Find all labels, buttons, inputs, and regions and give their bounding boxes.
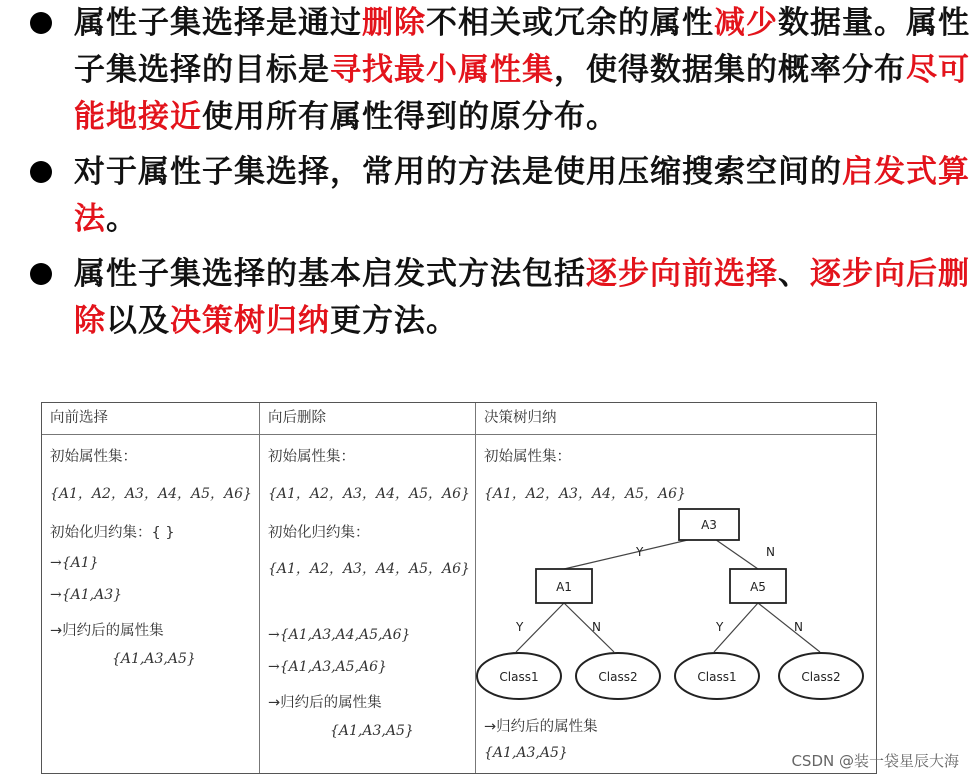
decision-tree-diagram [476,503,876,713]
bullet-2 [26,149,971,243]
backward-reduce-label: 初始化归约集： [268,525,370,541]
tree-init-set: {A1，A2，A3，A4，A5，A6} [484,486,686,502]
csdn-watermark: CSDN @装一袋星辰大海 [791,752,959,770]
backward-step-1: →{A1,A3,A4,A5,A6} [268,627,411,643]
bullet-1-seg-4: 数据量。属性子集选择的目标是 [74,5,970,88]
bullet-1-seg-6: ，使得数据集的概率分布 [554,52,906,88]
leaf-node-3-label: Class1 [697,670,737,684]
forward-result-set: {A1,A3,A5} [112,651,196,667]
backward-step-2: →{A1,A3,A5,A6} [268,659,387,675]
bullet-2-seg-2: 。 [106,201,138,237]
forward-init-label: 初始属性集： [50,449,137,465]
bullet-1-seg-5: 寻找最小属性集 [330,52,554,88]
edge-yes-root: Y [636,545,644,559]
forward-selection-header: 向前选择 [42,403,259,435]
attribute-selection-table [41,402,877,774]
tree-result-set: {A1,A3,A5} [484,745,568,761]
bullet-1 [26,0,971,141]
forward-step-1: →{A1} [50,555,99,571]
decision-tree-header: 决策树归纳 [476,403,876,435]
bullet-2-seg-1: 启发式算法 [74,154,970,237]
bullet-dot-icon [30,161,52,183]
forward-result-label: →归约后的属性集 [50,623,164,639]
bullet-2-seg-0: 对于属性子集选择，常用的方法是使用压缩搜索空间的 [74,154,842,190]
edge-no-left: N [592,620,601,634]
right-node-label: A5 [750,580,766,594]
leaf-node-4-label: Class2 [801,670,841,684]
bullet-dot-icon [30,12,52,34]
bullet-1-seg-7: 尽可能地接近 [74,52,970,135]
bullet-3-seg-4: 以及 [106,303,170,339]
bullet-1-seg-3: 减少 [714,5,778,41]
bullet-dot-icon [30,263,52,285]
tree-init-label: 初始属性集： [484,449,571,465]
backward-init-label: 初始属性集： [268,449,355,465]
bullet-3 [26,251,971,345]
leaf-node-1-label: Class1 [499,670,539,684]
edge-yes-left: Y [516,620,524,634]
backward-elimination-header: 向后删除 [260,403,476,435]
backward-reduce-set: {A1，A2，A3，A4，A5，A6} [268,561,470,577]
decision-tree-column [475,403,876,773]
bullet-1-seg-0: 属性子集选择是通过 [74,5,362,41]
backward-elimination-column [259,403,476,773]
forward-reduce-label: 初始化归约集：{ } [50,525,175,541]
bullet-list [26,0,971,345]
bullet-1-seg-2: 不相关或冗余的属性 [426,5,714,41]
bullet-3-seg-0: 属性子集选择的基本启发式方法包括 [74,256,586,292]
bullet-3-seg-3: 逐步向后删除 [74,256,970,339]
left-node-label: A1 [556,580,572,594]
bullet-3-seg-2: 、 [778,256,810,292]
edge-no-root: N [766,545,775,559]
backward-result-set: {A1,A3,A5} [330,723,414,739]
forward-step-2: →{A1,A3} [50,587,123,603]
leaf-node-2-label: Class2 [598,670,638,684]
forward-selection-column [42,403,259,773]
backward-init-set: {A1，A2，A3，A4，A5，A6} [268,486,470,502]
root-node-label: A3 [701,518,717,532]
forward-init-set: {A1，A2，A3，A4，A5，A6} [50,486,252,502]
bullet-1-seg-1: 删除 [362,5,426,41]
edge-no-right: N [794,620,803,634]
bullet-3-seg-5: 决策树归纳 [170,303,330,339]
edge-yes-right: Y [716,620,724,634]
bullet-3-seg-1: 逐步向前选择 [586,256,778,292]
bullet-3-seg-6: 更方法。 [330,303,458,339]
tree-result-label: →归约后的属性集 [484,719,598,735]
bullet-1-seg-8: 使用所有属性得到的原分布。 [202,99,618,135]
backward-result-label: →归约后的属性集 [268,695,382,711]
